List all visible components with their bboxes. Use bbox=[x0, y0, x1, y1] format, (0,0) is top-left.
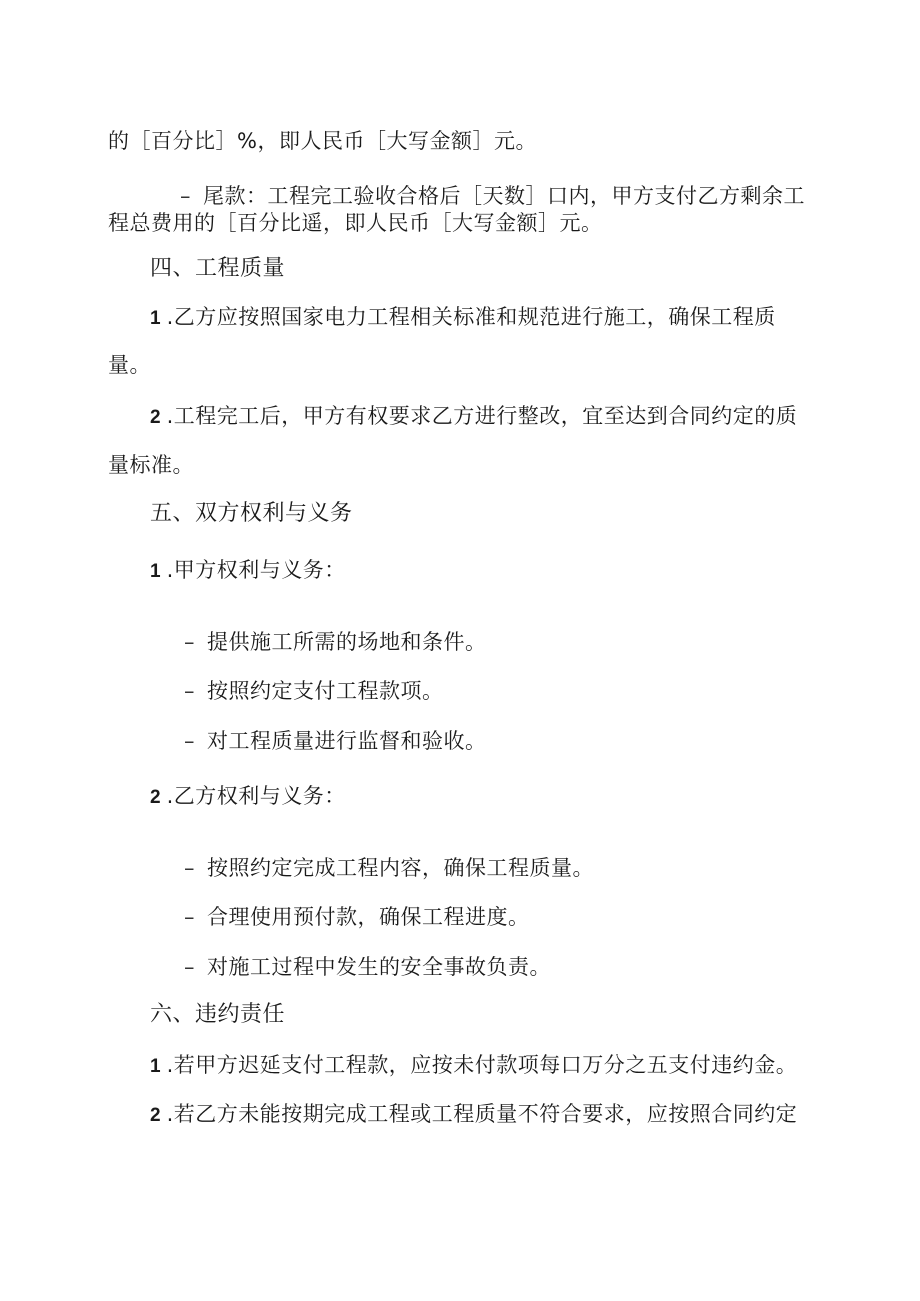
party-b-bullet bbox=[184, 903, 530, 931]
party-a-bullet bbox=[184, 677, 444, 705]
item-number: 2 bbox=[150, 407, 161, 428]
party-a-bullet-text: 提供施工所需的场地和条件。 bbox=[207, 630, 487, 654]
final-payment-line-1 bbox=[180, 182, 805, 210]
party-b-bullet-text: 对施工过程中发生的安全事故负责。 bbox=[207, 955, 551, 979]
bullet-dash: – bbox=[184, 905, 195, 929]
party-a-bullet-text: 对工程质量进行监督和验收。 bbox=[207, 729, 487, 753]
liability-item-2-text: .若乙方未能按期完成工程或工程质量不符合要求，应按照合同约定 bbox=[166, 1102, 798, 1126]
liability-item-2 bbox=[150, 1100, 797, 1130]
bullet-dash: – bbox=[184, 679, 195, 703]
party-b-bullet bbox=[184, 953, 551, 981]
party-a-title-text: .甲方权利与义务： bbox=[166, 558, 346, 582]
quality-item-1-line-2: 量。 bbox=[108, 353, 151, 377]
quality-item-2-text: .工程完工后，甲方有权要求乙方进行整改，宜至达到合同约定的质 bbox=[166, 404, 798, 428]
party-a-bullet bbox=[184, 628, 487, 656]
bullet-dash: – bbox=[184, 955, 195, 979]
liability-item-1-text: .若甲方迟延支付工程款，应按未付款项每口万分之五支付违约金。 bbox=[166, 1053, 798, 1077]
payment-line: 的［百分比］%，即人民币［大写金额］元。 bbox=[108, 129, 537, 153]
section-heading-rights: 五、双方权利与义务 bbox=[150, 501, 353, 526]
party-b-title-text: .乙方权利与义务： bbox=[166, 784, 346, 808]
bullet-dash: – bbox=[184, 856, 195, 880]
final-payment-line-2: 程总费用的［百分比遥，即人民币［大写金额］元。 bbox=[108, 211, 603, 235]
bullet-dash: – bbox=[184, 729, 195, 753]
section-heading-liability: 六、违约责任 bbox=[150, 1002, 286, 1027]
party-a-bullet bbox=[184, 727, 487, 755]
item-number: 2 bbox=[150, 787, 161, 808]
party-a-bullet-text: 按照约定支付工程款项。 bbox=[207, 679, 444, 703]
item-number: 2 bbox=[150, 1105, 161, 1126]
bullet-dash: – bbox=[184, 630, 195, 654]
quality-item-1-text: .乙方应按照国家电力工程相关标准和规范进行施工，确保工程质 bbox=[166, 305, 776, 329]
party-a-title bbox=[150, 556, 346, 586]
party-b-title bbox=[150, 782, 346, 812]
party-b-bullet bbox=[184, 854, 594, 882]
item-number: 1 bbox=[150, 561, 161, 582]
party-b-bullet-text: 合理使用预付款，确保工程进度。 bbox=[207, 905, 530, 929]
quality-item-1-line-1 bbox=[150, 303, 776, 333]
final-payment-text-1: 尾款：工程完工验收合格后［天数］口内，甲方支付乙方剩余工 bbox=[203, 184, 805, 208]
item-number: 1 bbox=[150, 308, 161, 329]
quality-item-2-line-1 bbox=[150, 402, 797, 432]
quality-item-2-line-2: 量标准。 bbox=[108, 453, 194, 477]
liability-item-1 bbox=[150, 1051, 797, 1081]
bullet-dash: – bbox=[180, 184, 191, 208]
section-heading-quality: 四、工程质量 bbox=[150, 256, 286, 281]
party-b-bullet-text: 按照约定完成工程内容，确保工程质量。 bbox=[207, 856, 594, 880]
item-number: 1 bbox=[150, 1056, 161, 1077]
